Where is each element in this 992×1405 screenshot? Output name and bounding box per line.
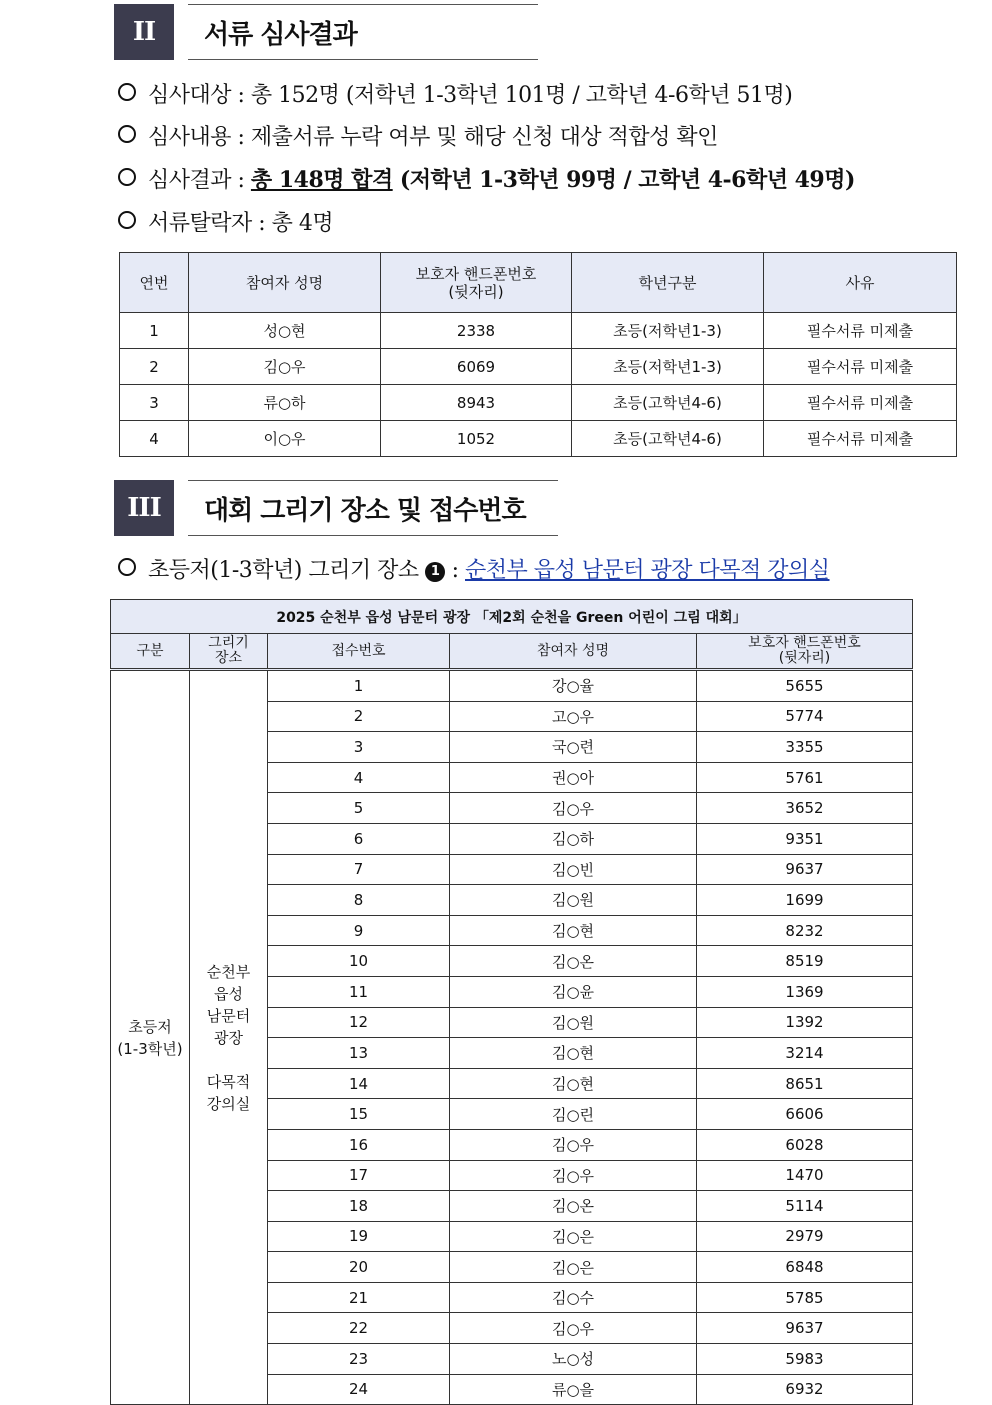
col-header: 보호자 핸드폰번호 (뒷자리) (697, 634, 913, 670)
table-cell: 1369 (697, 976, 913, 1007)
circle-bullet-icon (118, 211, 136, 229)
table-cell: 4 (268, 762, 450, 793)
bullet-content: 심사내용 : 제출서류 누락 여부 및 해당 신청 대상 적합성 확인 (118, 120, 718, 151)
table-cell: 5114 (697, 1191, 913, 1222)
rejected-table (119, 252, 957, 457)
table-cell: 6932 (697, 1374, 913, 1405)
table-cell: 김○윤 (450, 976, 697, 1007)
table-cell: 9637 (697, 1313, 913, 1344)
place-cell: 순천부 읍성 남문터 광장 다목적 강의실 (190, 670, 268, 1405)
table-cell: 1470 (697, 1160, 913, 1191)
table-cell: 14 (268, 1068, 450, 1099)
table-cell: 김○하 (450, 823, 697, 854)
table-cell: 김○원 (450, 885, 697, 916)
table-row (120, 421, 957, 457)
table-cell: 20 (268, 1252, 450, 1283)
table-cell: 김○원 (450, 1007, 697, 1038)
table-cell: 김○은 (450, 1252, 697, 1283)
table-cell: 7 (268, 854, 450, 885)
table-cell: 김○우 (450, 793, 697, 824)
table-cell: 2338 (381, 313, 572, 349)
table-cell: 김○빈 (450, 854, 697, 885)
col-header: 접수번호 (268, 634, 450, 670)
col-header: 그리기 장소 (190, 634, 268, 670)
table-cell: 김○현 (450, 1038, 697, 1069)
table-cell: 필수서류 미제출 (764, 385, 957, 421)
table-cell: 24 (268, 1374, 450, 1405)
table-cell: 5785 (697, 1282, 913, 1313)
table-cell: 2 (268, 701, 450, 732)
table-cell: 5655 (697, 670, 913, 702)
table-cell: 3355 (697, 732, 913, 763)
table-cell: 21 (268, 1282, 450, 1313)
circle-bullet-icon (118, 168, 136, 186)
table-cell: 초등(고학년4-6) (572, 385, 764, 421)
table-cell: 김○수 (450, 1282, 697, 1313)
bullet-result: 심사결과 : 총 148명 합격 (저학년 1-3학년 99명 / 고학년 4-6학년 49명) (118, 163, 855, 194)
col-header: 참여자 성명 (450, 634, 697, 670)
col-header: 참여자 성명 (189, 253, 381, 313)
registration-table (110, 599, 913, 1405)
table-cell: 6606 (697, 1099, 913, 1130)
table-cell: 5 (268, 793, 450, 824)
section-3-title: 대회 그리기 장소 및 접수번호 (188, 480, 558, 536)
table-cell: 고○우 (450, 701, 697, 732)
table-cell: 16 (268, 1129, 450, 1160)
table-cell: 류○하 (189, 385, 381, 421)
table-cell: 6848 (697, 1252, 913, 1283)
col-header: 연번 (120, 253, 189, 313)
table-cell: 22 (268, 1313, 450, 1344)
table-cell: 13 (268, 1038, 450, 1069)
table-cell: 초등(고학년4-6) (572, 421, 764, 457)
table-cell: 김○우 (450, 1313, 697, 1344)
table-cell: 필수서류 미제출 (764, 313, 957, 349)
table-cell: 1699 (697, 885, 913, 916)
table-cell: 18 (268, 1191, 450, 1222)
table-cell: 1392 (697, 1007, 913, 1038)
table-cell: 8943 (381, 385, 572, 421)
table-cell: 19 (268, 1221, 450, 1252)
table-cell: 초등(저학년1-3) (572, 349, 764, 385)
table-cell: 9637 (697, 854, 913, 885)
circle-bullet-icon (118, 558, 136, 576)
table-cell: 3214 (697, 1038, 913, 1069)
table-cell: 1052 (381, 421, 572, 457)
table-cell: 1 (120, 313, 189, 349)
table-header-row (120, 253, 957, 313)
table-cell: 김○우 (189, 349, 381, 385)
table-row (111, 670, 913, 702)
table-cell: 8519 (697, 946, 913, 977)
table-cell: 초등(저학년1-3) (572, 313, 764, 349)
section-2-title: 서류 심사결과 (188, 4, 538, 60)
table-cell: 김○우 (450, 1129, 697, 1160)
table-cell: 성○현 (189, 313, 381, 349)
table-row (120, 349, 957, 385)
section-3-number: III (114, 480, 174, 536)
table-cell: 9351 (697, 823, 913, 854)
table-cell: 5983 (697, 1344, 913, 1375)
circle-bullet-icon (118, 125, 136, 143)
table-cell: 류○을 (450, 1374, 697, 1405)
circle-bullet-icon (118, 83, 136, 101)
col-header: 구분 (111, 634, 190, 670)
table-cell: 2979 (697, 1221, 913, 1252)
table-cell: 김○린 (450, 1099, 697, 1130)
table-cell: 12 (268, 1007, 450, 1038)
table-header-row (111, 634, 913, 670)
table-row (120, 385, 957, 421)
table-cell: 노○성 (450, 1344, 697, 1375)
bullet-target: 심사대상 : 총 152명 (저학년 1-3학년 101명 / 고학년 4-6학년 51명) (118, 78, 792, 109)
table-cell: 3 (120, 385, 189, 421)
table-cell: 3 (268, 732, 450, 763)
table-row (120, 313, 957, 349)
table-cell: 김○우 (450, 1160, 697, 1191)
table-cell: 4 (120, 421, 189, 457)
group-cell: 초등저 (1-3학년) (111, 670, 190, 1405)
result-pass-count: 총 148명 합격 (250, 167, 393, 193)
col-header: 사유 (764, 253, 957, 313)
table-cell: 5761 (697, 762, 913, 793)
table-cell: 15 (268, 1099, 450, 1130)
table-cell: 2 (120, 349, 189, 385)
table-cell: 9 (268, 915, 450, 946)
table-cell: 17 (268, 1160, 450, 1191)
table-cell: 권○아 (450, 762, 697, 793)
table-cell: 6 (268, 823, 450, 854)
table-cell: 김○온 (450, 946, 697, 977)
table-cell: 11 (268, 976, 450, 1007)
section-2-number: II (114, 4, 174, 60)
table-cell: 강○율 (450, 670, 697, 702)
table-cell: 1 (268, 670, 450, 702)
col-header: 학년구분 (572, 253, 764, 313)
table-cell: 6069 (381, 349, 572, 385)
table-caption-row (111, 600, 913, 634)
table-cell: 국○련 (450, 732, 697, 763)
table-cell: 8232 (697, 915, 913, 946)
table-cell: 김○현 (450, 915, 697, 946)
table-cell: 5774 (697, 701, 913, 732)
bullet-rejected: 서류탈락자 : 총 4명 (118, 206, 333, 237)
table-cell: 8651 (697, 1068, 913, 1099)
table-cell: 8 (268, 885, 450, 916)
table-cell: 10 (268, 946, 450, 977)
table-cell: 6028 (697, 1129, 913, 1160)
place-link[interactable]: 순천부 읍성 남문터 광장 다목적 강의실 (465, 558, 830, 583)
number-one-icon: 1 (425, 562, 445, 582)
table-cell: 이○우 (189, 421, 381, 457)
table-cell: 필수서류 미제출 (764, 421, 957, 457)
table-caption: 2025 순천부 읍성 남문터 광장 「제2회 순천을 Green 어린이 그림 대회」 (111, 600, 913, 634)
col-header: 보호자 핸드폰번호 (뒷자리) (381, 253, 572, 313)
table-cell: 3652 (697, 793, 913, 824)
table-cell: 김○온 (450, 1191, 697, 1222)
bullet-place: 초등저(1-3학년) 그리기 장소 1 : 순천부 읍성 남문터 광장 다목적 강의실 (118, 553, 830, 584)
table-cell: 필수서류 미제출 (764, 349, 957, 385)
table-cell: 김○은 (450, 1221, 697, 1252)
table-cell: 김○현 (450, 1068, 697, 1099)
table-cell: 23 (268, 1344, 450, 1375)
